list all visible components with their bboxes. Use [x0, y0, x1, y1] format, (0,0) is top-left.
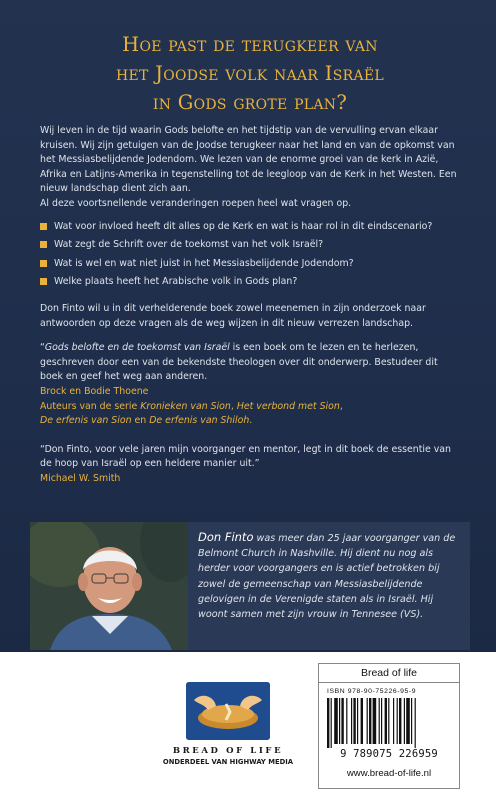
- headline-line: in Gods grote plan?: [152, 91, 348, 114]
- quote-text: “Don Finto, voor vele jaren mijn voorganger en mentor, legt in dit boek de essentie van de hoop van Israël op een heldere manier uit.”: [40, 443, 451, 470]
- bullet-icon: [40, 241, 47, 248]
- question-list: [40, 220, 462, 290]
- bottom-panel: [0, 652, 496, 800]
- publisher-url: www.bread-of-life.nl: [346, 768, 432, 779]
- series-title: De erfenis van Sion: [40, 415, 132, 427]
- list-item: [40, 275, 462, 290]
- separator: ,: [230, 400, 237, 412]
- question-text: Wat voor invloed heeft dit alles op de Kerk en wat is haar rol in dit eindscenario?: [54, 220, 433, 232]
- endorsement-quote: [40, 341, 462, 429]
- isbn-label: ISBN 978-90-75226-95-9: [327, 688, 417, 695]
- summary-paragraph: Don Finto wil u in dit verhelderende boek zowel meenemen in zijn onderzoek naar antwoorden op deze vragen als de weg wijzen in dit nieuw verrezen landschap.: [40, 302, 426, 329]
- series-title: Het verbond met Sion: [236, 400, 340, 412]
- series-title: Kronieken van Sion: [140, 400, 231, 412]
- series-title: De erfenis van Shiloh: [149, 415, 250, 427]
- bullet-icon: [40, 223, 47, 230]
- intro-paragraph: [40, 124, 462, 212]
- headline-line: het Joodse volk naar Israël: [115, 62, 385, 85]
- separator: ,: [339, 400, 343, 412]
- role-prefix: Auteurs van de serie: [40, 400, 141, 412]
- list-item: [40, 220, 462, 235]
- barcode-digits: 9 789075 226959: [340, 748, 438, 760]
- quote-author-role: [40, 400, 462, 429]
- author-name: Don Finto: [198, 530, 254, 544]
- author-portrait-image: [30, 522, 188, 650]
- question-text: Wat zegt de Schrift over de toekomst van het volk Israël?: [54, 239, 324, 251]
- question-text: Welke plaats heeft het Arabische volk in Gods plan?: [54, 276, 298, 288]
- author-bio-text: was meer dan 25 jaar voorganger van de Belmont Church in Nashville. Hij dient nu nog als herder voor voorgangers en is actief betrokken bij zowel de gemeenschap van Messiasbelijdende gelovigen in de Verenigde staten als in Israël. Hij woont samen met zijn vrouw in Tennesee (VS).: [198, 533, 456, 621]
- author-bio: [198, 530, 458, 622]
- bread-icon: [186, 682, 270, 740]
- bullet-icon: [40, 278, 47, 285]
- headline: [40, 30, 460, 117]
- bread-hands-icon: [186, 682, 270, 740]
- barcode-publisher: Bread of life: [319, 664, 459, 683]
- quote-author: Michael W. Smith: [40, 472, 121, 484]
- quote-author: Brock en Bodie Thoene: [40, 385, 149, 397]
- publisher-name: BREAD OF LIFE: [172, 746, 284, 756]
- author-box: [30, 522, 470, 650]
- book-title: Gods belofte en de toekomst van Israël: [44, 342, 230, 354]
- barcode-icon: [327, 698, 451, 748]
- intro-text: Al deze voortsnellende veranderingen roepen heel wat vragen op.: [40, 197, 352, 209]
- quote-mark: “: [40, 342, 45, 354]
- list-item: [40, 238, 462, 253]
- author-photo: [30, 522, 188, 650]
- headline-line: Hoe past de terugkeer van: [122, 33, 378, 56]
- separator: en: [131, 415, 150, 427]
- separator: .: [249, 415, 253, 427]
- blurb: [40, 124, 462, 486]
- barcode-box: [318, 663, 460, 789]
- publisher-logo: [160, 682, 296, 766]
- list-item: [40, 257, 462, 272]
- question-text: Wat is wel en wat niet juist in het Messiasbelijdende Jodendom?: [54, 257, 354, 269]
- endorsement-quote: [40, 443, 462, 487]
- publisher-subtitle: ONDERDEEL VAN HIGHWAY MEDIA: [162, 758, 294, 766]
- quote-text: is een boek om te lezen en te herlezen, geschreven door een van de bekendste theologen over dit onderwerp. Bestudeer dit boek en geef het weg aan anderen.: [40, 342, 438, 383]
- bullet-icon: [40, 260, 47, 267]
- intro-text: Wij leven in de tijd waarin Gods belofte en het tijdstip van de vervulling ervan elkaar kruisen. Wij zijn getuigen van de Joodse terugkeer naar het land en van de opkomst van het Messiasbelijdende Jodendom. We lezen van de enorme groei van de kerk in Azië, Afrika en Latijns-Amerika in tegenstelling tot de leegloop van de Kerk in het Westen. Een nieuw landschap dient zich aan.: [40, 125, 457, 195]
